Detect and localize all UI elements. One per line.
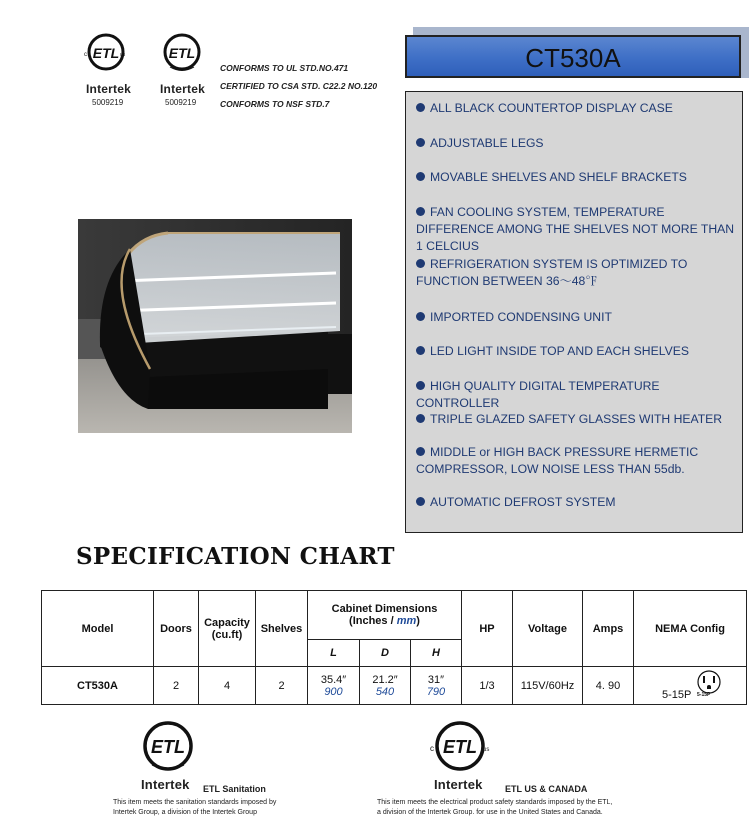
header-capacity: Capacity (cu.ft) [199, 591, 256, 667]
bullet-icon [416, 259, 425, 268]
header-length: L [308, 640, 360, 667]
bullet-icon [416, 414, 425, 423]
bullet-icon [416, 138, 425, 147]
header-voltage: Voltage [513, 591, 583, 667]
cell-nema: 5-15P 5-15P [634, 667, 747, 705]
etl-sanitation-label: ETL Sanitation [203, 784, 266, 794]
header-shelves: Shelves [256, 591, 308, 667]
feature-item: MIDDLE or HIGH BACK PRESSURE HERMETIC COMPRESSOR, LOW NOISE LESS THAN 55db. [416, 445, 699, 476]
feature-item: IMPORTED CONDENSING UNIT [416, 309, 738, 326]
cell-capacity: 4 [199, 667, 256, 705]
cell-doors: 2 [154, 667, 199, 705]
table-header-row [42, 591, 747, 640]
etl-us-canada-text-2: a division of the Intertek Group. for use in the United States and Canada. [377, 809, 603, 816]
intertek-wordmark: Intertek [160, 82, 205, 96]
svg-text:us: us [483, 747, 490, 753]
feature-item: REFRIGERATION SYSTEM IS OPTIMIZED TO FUNCTION BETWEEN 36～48℉ [416, 257, 688, 288]
etl-sanitation-icon [160, 30, 204, 80]
header-amps: Amps [583, 591, 634, 667]
header-cabinet-dimensions: Cabinet Dimensions (Inches / mm) [308, 591, 462, 640]
feature-item: ADJUSTABLE LEGS [416, 135, 738, 152]
conformance-line-csa: CERTIFIED TO CSA STD. C22.2 NO.120 [220, 81, 378, 91]
etl-us-canada-text-1: This item meets the electrical product safety standards imposed by the ETL, [377, 799, 613, 806]
cell-length: 35.4″ 900 [308, 667, 360, 705]
bullet-icon [416, 447, 425, 456]
etl-sanitation-text-1: This item meets the sanitation standards imposed by [113, 799, 277, 806]
cell-model: CT530A [42, 667, 154, 705]
bullet-icon [416, 312, 425, 321]
spec-chart-title: SPECIFICATION CHART [76, 543, 395, 570]
intertek-wordmark: Intertek [434, 777, 483, 792]
svg-text:us: us [120, 52, 126, 58]
svg-text:ETL: ETL [151, 737, 185, 757]
table-row [42, 667, 747, 705]
intertek-wordmark: Intertek [141, 777, 190, 792]
feature-item: AUTOMATIC DEFROST SYSTEM [416, 494, 738, 511]
cell-height: 31″ 790 [411, 667, 462, 705]
model-title: CT530A [525, 43, 621, 73]
header-model: Model [42, 591, 154, 667]
header-height: H [411, 640, 462, 667]
feature-item: MOVABLE SHELVES AND SHELF BRACKETS [416, 169, 738, 186]
svg-text:ETL: ETL [443, 737, 477, 757]
header-hp: HP [462, 591, 513, 667]
conformance-line-nsf: CONFORMS TO NSF STD.7 [220, 99, 330, 109]
bullet-icon [416, 381, 425, 390]
feature-item: TRIPLE GLAZED SAFETY GLASSES WITH HEATER [416, 411, 738, 428]
features-panel [405, 91, 743, 533]
cell-amps: 4. 90 [583, 667, 634, 705]
svg-text:c: c [430, 744, 434, 753]
etl-icon [80, 30, 124, 80]
spec-table [41, 590, 747, 705]
cell-depth: 21.2″ 540 [360, 667, 411, 705]
bullet-icon [416, 497, 425, 506]
cell-shelves: 2 [256, 667, 308, 705]
svg-text:ETL: ETL [92, 45, 120, 61]
feature-item: HIGH QUALITY DIGITAL TEMPERATURE CONTROLLER [416, 379, 660, 410]
header-depth: D [360, 640, 411, 667]
feature-item: LED LIGHT INSIDE TOP AND EACH SHELVES [416, 343, 738, 360]
certificate-number: 5009219 [165, 98, 197, 107]
cell-voltage: 115V/60Hz [513, 667, 583, 705]
etl-sanitation-icon [140, 719, 196, 775]
svg-text:c: c [84, 52, 87, 58]
bullet-icon [416, 103, 425, 112]
header-nema: NEMA Config [634, 591, 747, 667]
feature-item: ALL BLACK COUNTERTOP DISPLAY CASE [416, 100, 738, 117]
cell-hp: 1/3 [462, 667, 513, 705]
svg-text:ETL: ETL [168, 45, 196, 61]
certificate-number: 5009219 [92, 98, 124, 107]
etl-sanitation-text-2: Intertek Group, a division of the Intertek Group [113, 809, 257, 816]
header-doors: Doors [154, 591, 199, 667]
bullet-icon [416, 172, 425, 181]
feature-item: FAN COOLING SYSTEM, TEMPERATURE DIFFERENCE AMONG THE SHELVES NOT MORE THAN 1 CELCIUS [416, 205, 735, 253]
bullet-icon [416, 346, 425, 355]
title-banner [405, 35, 741, 78]
etl-us-canada-label: ETL US & CANADA [505, 784, 588, 794]
etl-listed-icon [426, 719, 490, 775]
intertek-wordmark: Intertek [86, 82, 131, 96]
conformance-line-ul: CONFORMS TO UL STD.NO.471 [220, 63, 349, 73]
bullet-icon [416, 207, 425, 216]
product-photo [78, 219, 352, 433]
